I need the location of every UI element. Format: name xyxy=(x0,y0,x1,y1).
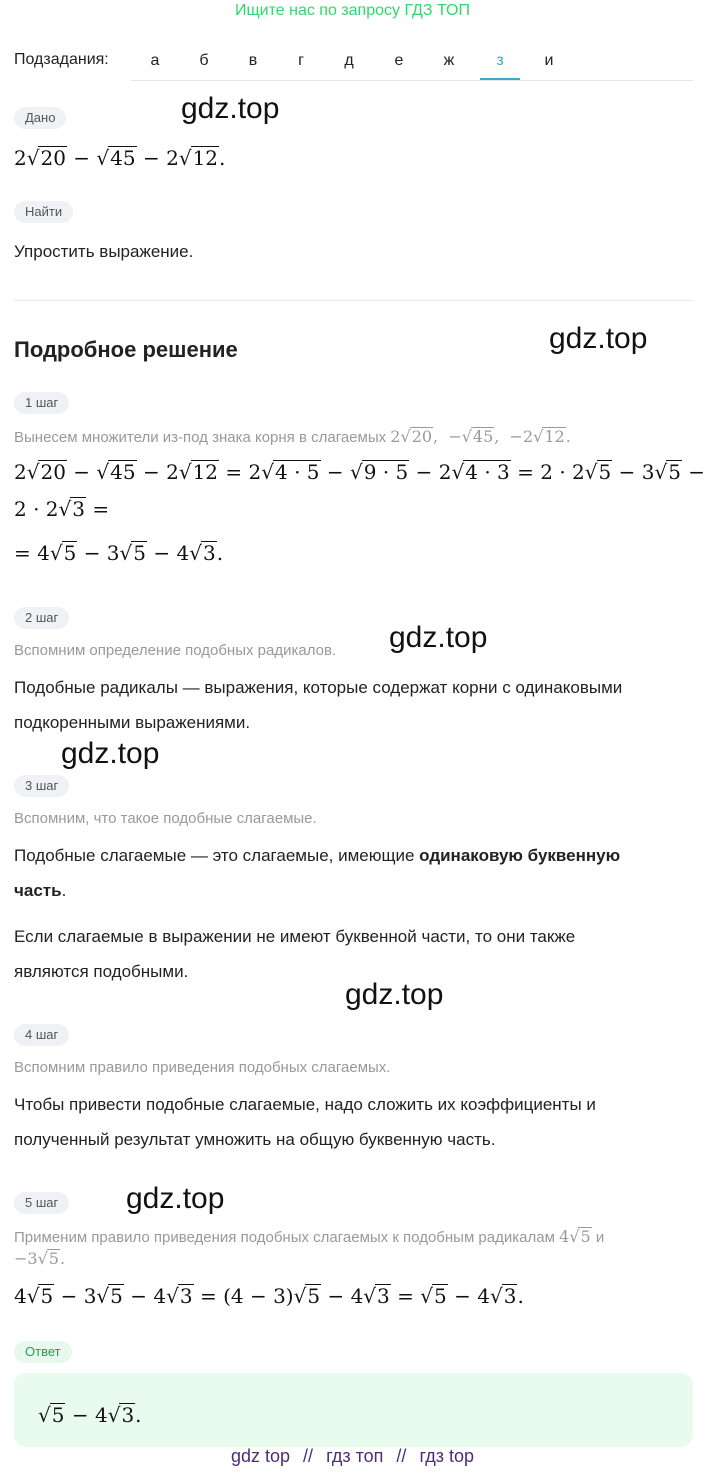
step2-line2: подкоренными выражениями. xyxy=(14,713,251,732)
answer-pill: Ответ xyxy=(14,1341,72,1363)
solution-title: Подробное решение xyxy=(14,337,238,362)
watermark: gdz.top xyxy=(126,1182,225,1215)
step5-equation: 4√5 − 3√5 − 4√3 = (4 − 3)√5 − 4√3 = √5 − 4√3. xyxy=(14,1284,524,1308)
step2-gray: Вспомним определение подобных радикалов. xyxy=(14,642,337,659)
step3-p2-line2: являются подобными. xyxy=(14,962,189,981)
tab-b[interactable]: б xyxy=(199,52,209,69)
tab-a[interactable]: а xyxy=(150,52,160,69)
step5-pill: 5 шаг xyxy=(14,1192,69,1214)
footer-separator: // xyxy=(396,1446,407,1466)
promo-banner[interactable]: Ищите нас по запросу ГДЗ ТОП xyxy=(235,2,470,19)
step4-gray: Вспомним правило приведения подобных слагаемых. xyxy=(14,1059,391,1076)
find-pill: Найти xyxy=(14,201,73,223)
tab-i[interactable]: и xyxy=(544,52,554,69)
step1-pill: 1 шаг xyxy=(14,392,69,414)
step3-p1-line1: Подобные слагаемые — это слагаемые, имеющие одинаковую буквенную xyxy=(14,846,621,865)
step3-gray: Вспомним, что такое подобные слагаемые. xyxy=(14,810,317,827)
footer-separator: // xyxy=(303,1446,314,1466)
step2-pill: 2 шаг xyxy=(14,607,69,629)
step1-equation-line1: 2√20 − √45 − 2√12 = 2√4 · 5 − √9 · 5 − 2√4 · 3 = 2 · 2√5 − 3√5 − xyxy=(14,460,705,484)
footer-link-gdz-top[interactable]: gdz top xyxy=(230,1446,291,1466)
tab-d[interactable]: д xyxy=(344,52,354,69)
watermark: gdz.top xyxy=(61,737,160,770)
find-text: Упростить выражение. xyxy=(14,242,194,261)
step3-p2-line1: Если слагаемые в выражении не имеют буквенной части, то они также xyxy=(14,927,576,946)
step3-pill: 3 шаг xyxy=(14,775,69,797)
step3-p1-line2: часть. xyxy=(14,881,67,900)
step1-equation-line2: 2 · 2√3 = xyxy=(14,497,110,521)
footer-link-gdz-top-ru[interactable]: гдз топ xyxy=(326,1446,384,1466)
tab-g[interactable]: г xyxy=(298,52,304,69)
tab-v[interactable]: в xyxy=(248,52,258,69)
step5-intro-cont: −3√5. xyxy=(14,1249,66,1268)
step5-intro: Применим правило приведения подобных слагаемых к подобным радикалам 4√5 и xyxy=(14,1227,605,1246)
tab-zh[interactable]: ж xyxy=(443,52,455,69)
tab-z-active[interactable]: з xyxy=(480,48,520,80)
watermark: gdz.top xyxy=(345,978,444,1011)
step4-line1: Чтобы привести подобные слагаемые, надо сложить их коэффициенты и xyxy=(14,1095,596,1114)
step1-equation-line3: = 4√5 − 3√5 − 4√3. xyxy=(14,541,224,565)
footer-link-gdz-top-mixed[interactable]: гдз top xyxy=(419,1446,474,1466)
step4-pill: 4 шаг xyxy=(14,1024,69,1046)
subtasks-tabs xyxy=(131,48,693,81)
given-pill: Дано xyxy=(14,107,66,129)
subtasks-label: Подзадания: xyxy=(14,51,109,68)
watermark: gdz.top xyxy=(181,92,280,125)
watermark: gdz.top xyxy=(389,621,488,654)
tab-e[interactable]: е xyxy=(394,52,404,69)
answer-expression: √5 − 4√3. xyxy=(38,1403,142,1427)
footer-links xyxy=(0,1446,705,1467)
step4-line2: полученный результат умножить на общую буквенную часть. xyxy=(14,1130,496,1149)
step2-line1: Подобные радикалы — выражения, которые содержат корни с одинаковыми xyxy=(14,678,623,697)
given-expression: 2√20 − √45 − 2√12. xyxy=(14,146,226,170)
divider xyxy=(14,300,693,301)
step1-intro: Вынесем множители из-под знака корня в слагаемых 2√20, −√45, −2√12. xyxy=(14,427,571,446)
watermark: gdz.top xyxy=(549,322,648,355)
